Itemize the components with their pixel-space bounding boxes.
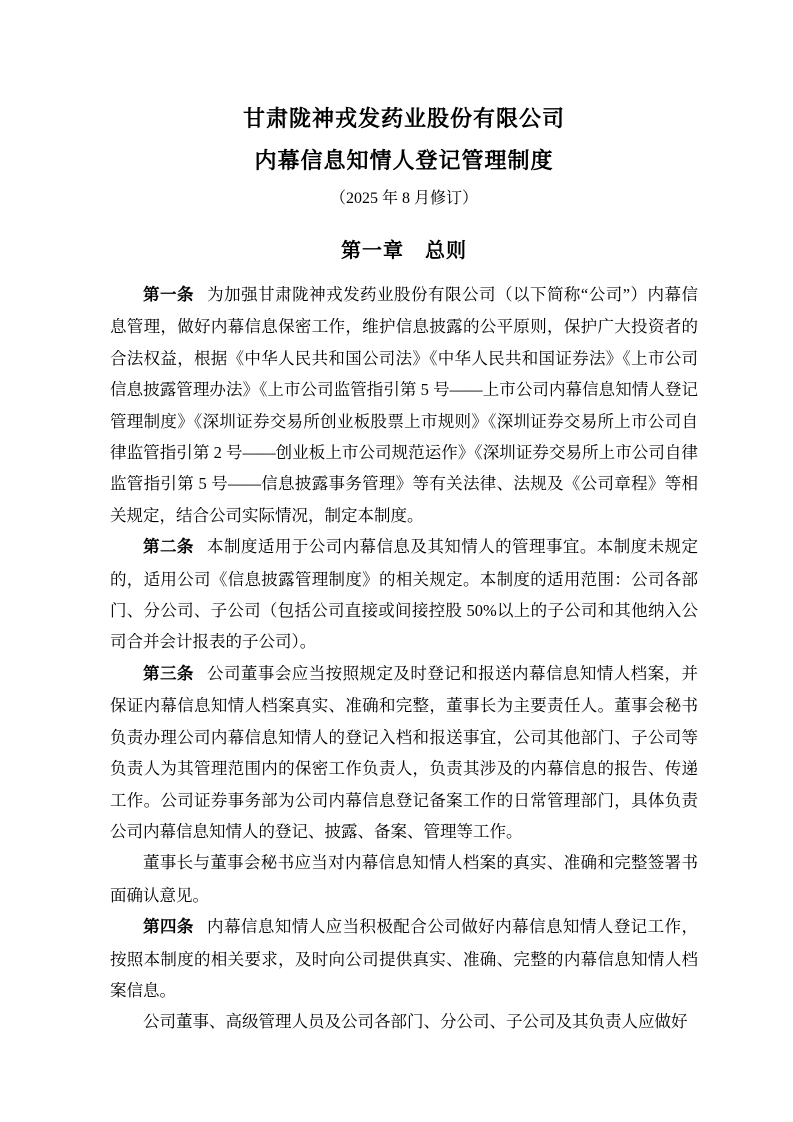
revision-note: （2025 年 8 月修订） — [329, 190, 478, 207]
article-3b-text: 董事长与董事会秘书应当对内幕信息知情人档案的真实、准确和完整签署书面确认意见。 — [110, 853, 698, 905]
article-4b-text: 公司董事、高级管理人员及公司各部门、分公司、子公司及其负责人应做好 — [143, 1012, 688, 1032]
article-3-text: 公司董事会应当按照规定及时登记和报送内幕信息知情人档案，并保证内幕信息知情人档案真实、准确和完整，董事长为主要责任人。董事会秘书负责办理公司内幕信息知情人的登记入档和报送事宜，公司其他部门、子公司等负责人为其管理范围内的保密工作负责人，负责其涉及的内幕信息的报告、传递工作。公司证券事务部为公司内幕信息登记备案工作的日常管理部门，具体负责公司内幕信息知情人的登记、披露、备案、管理等工作。 — [110, 663, 699, 841]
article-2-text: 本制度适用于公司内幕信息及其知情人的管理事宜。本制度未规定的，适用公司《信息披露管理制度》的相关规定。本制度的适用范围：公司各部门、分公司、子公司（包括公司直接或间接控股 50%以上的子公司和其他纳入公司合并会计报表的子公司）。 — [110, 537, 699, 652]
paragraph-article-4 — [110, 911, 698, 1006]
article-4-number: 第四条 — [143, 918, 194, 937]
article-1-number: 第一条 — [143, 286, 194, 304]
document-title-line-2: 内幕信息知情人登记管理制度 — [254, 148, 554, 173]
article-3-number: 第三条 — [143, 664, 194, 683]
document-title-line-1: 甘肃陇神戎发药业股份有限公司 — [242, 106, 565, 131]
article-1-text: 为加强甘肃陇神戎发药业股份有限公司（以下简称“公司”）内幕信息管理，做好内幕信息保密工作，维护信息披露的公平原则，保护广大投资者的合法权益，根据《中华人民共和国公司法》《中华人民共和国证券法》《上市公司信息披露管理办法》《上市公司监管指引第 5 号——上市公司内幕信息知情人登记管理制度》《深圳证券交易所创业板股票上市规则》《深圳证券交易所上市公司自律监管指引第 2 号——创业板上市公司规范运作》《深圳证券交易所上市公司自律监管指引第 5 号——信息披露事务管理》等有关法律、法规及《公司章程》等相关规定，结合公司实际情况，制定本制度。 — [110, 285, 698, 525]
paragraph-article-3-continuation — [110, 847, 698, 911]
document-content — [110, 98, 698, 1039]
chapter-heading: 第一章 总则 — [341, 240, 467, 262]
article-4-text: 内幕信息知情人应当积极配合公司做好内幕信息知情人登记工作，按照本制度的相关要求，及时向公司提供真实、准确、完整的内幕信息知情人档案信息。 — [110, 917, 699, 1000]
paragraph-article-4-continuation — [110, 1006, 698, 1038]
document-body — [110, 279, 698, 1039]
paragraph-article-3 — [110, 658, 698, 847]
paragraph-article-1 — [110, 279, 698, 531]
paragraph-article-2 — [110, 531, 698, 658]
article-2-number: 第二条 — [143, 538, 194, 557]
